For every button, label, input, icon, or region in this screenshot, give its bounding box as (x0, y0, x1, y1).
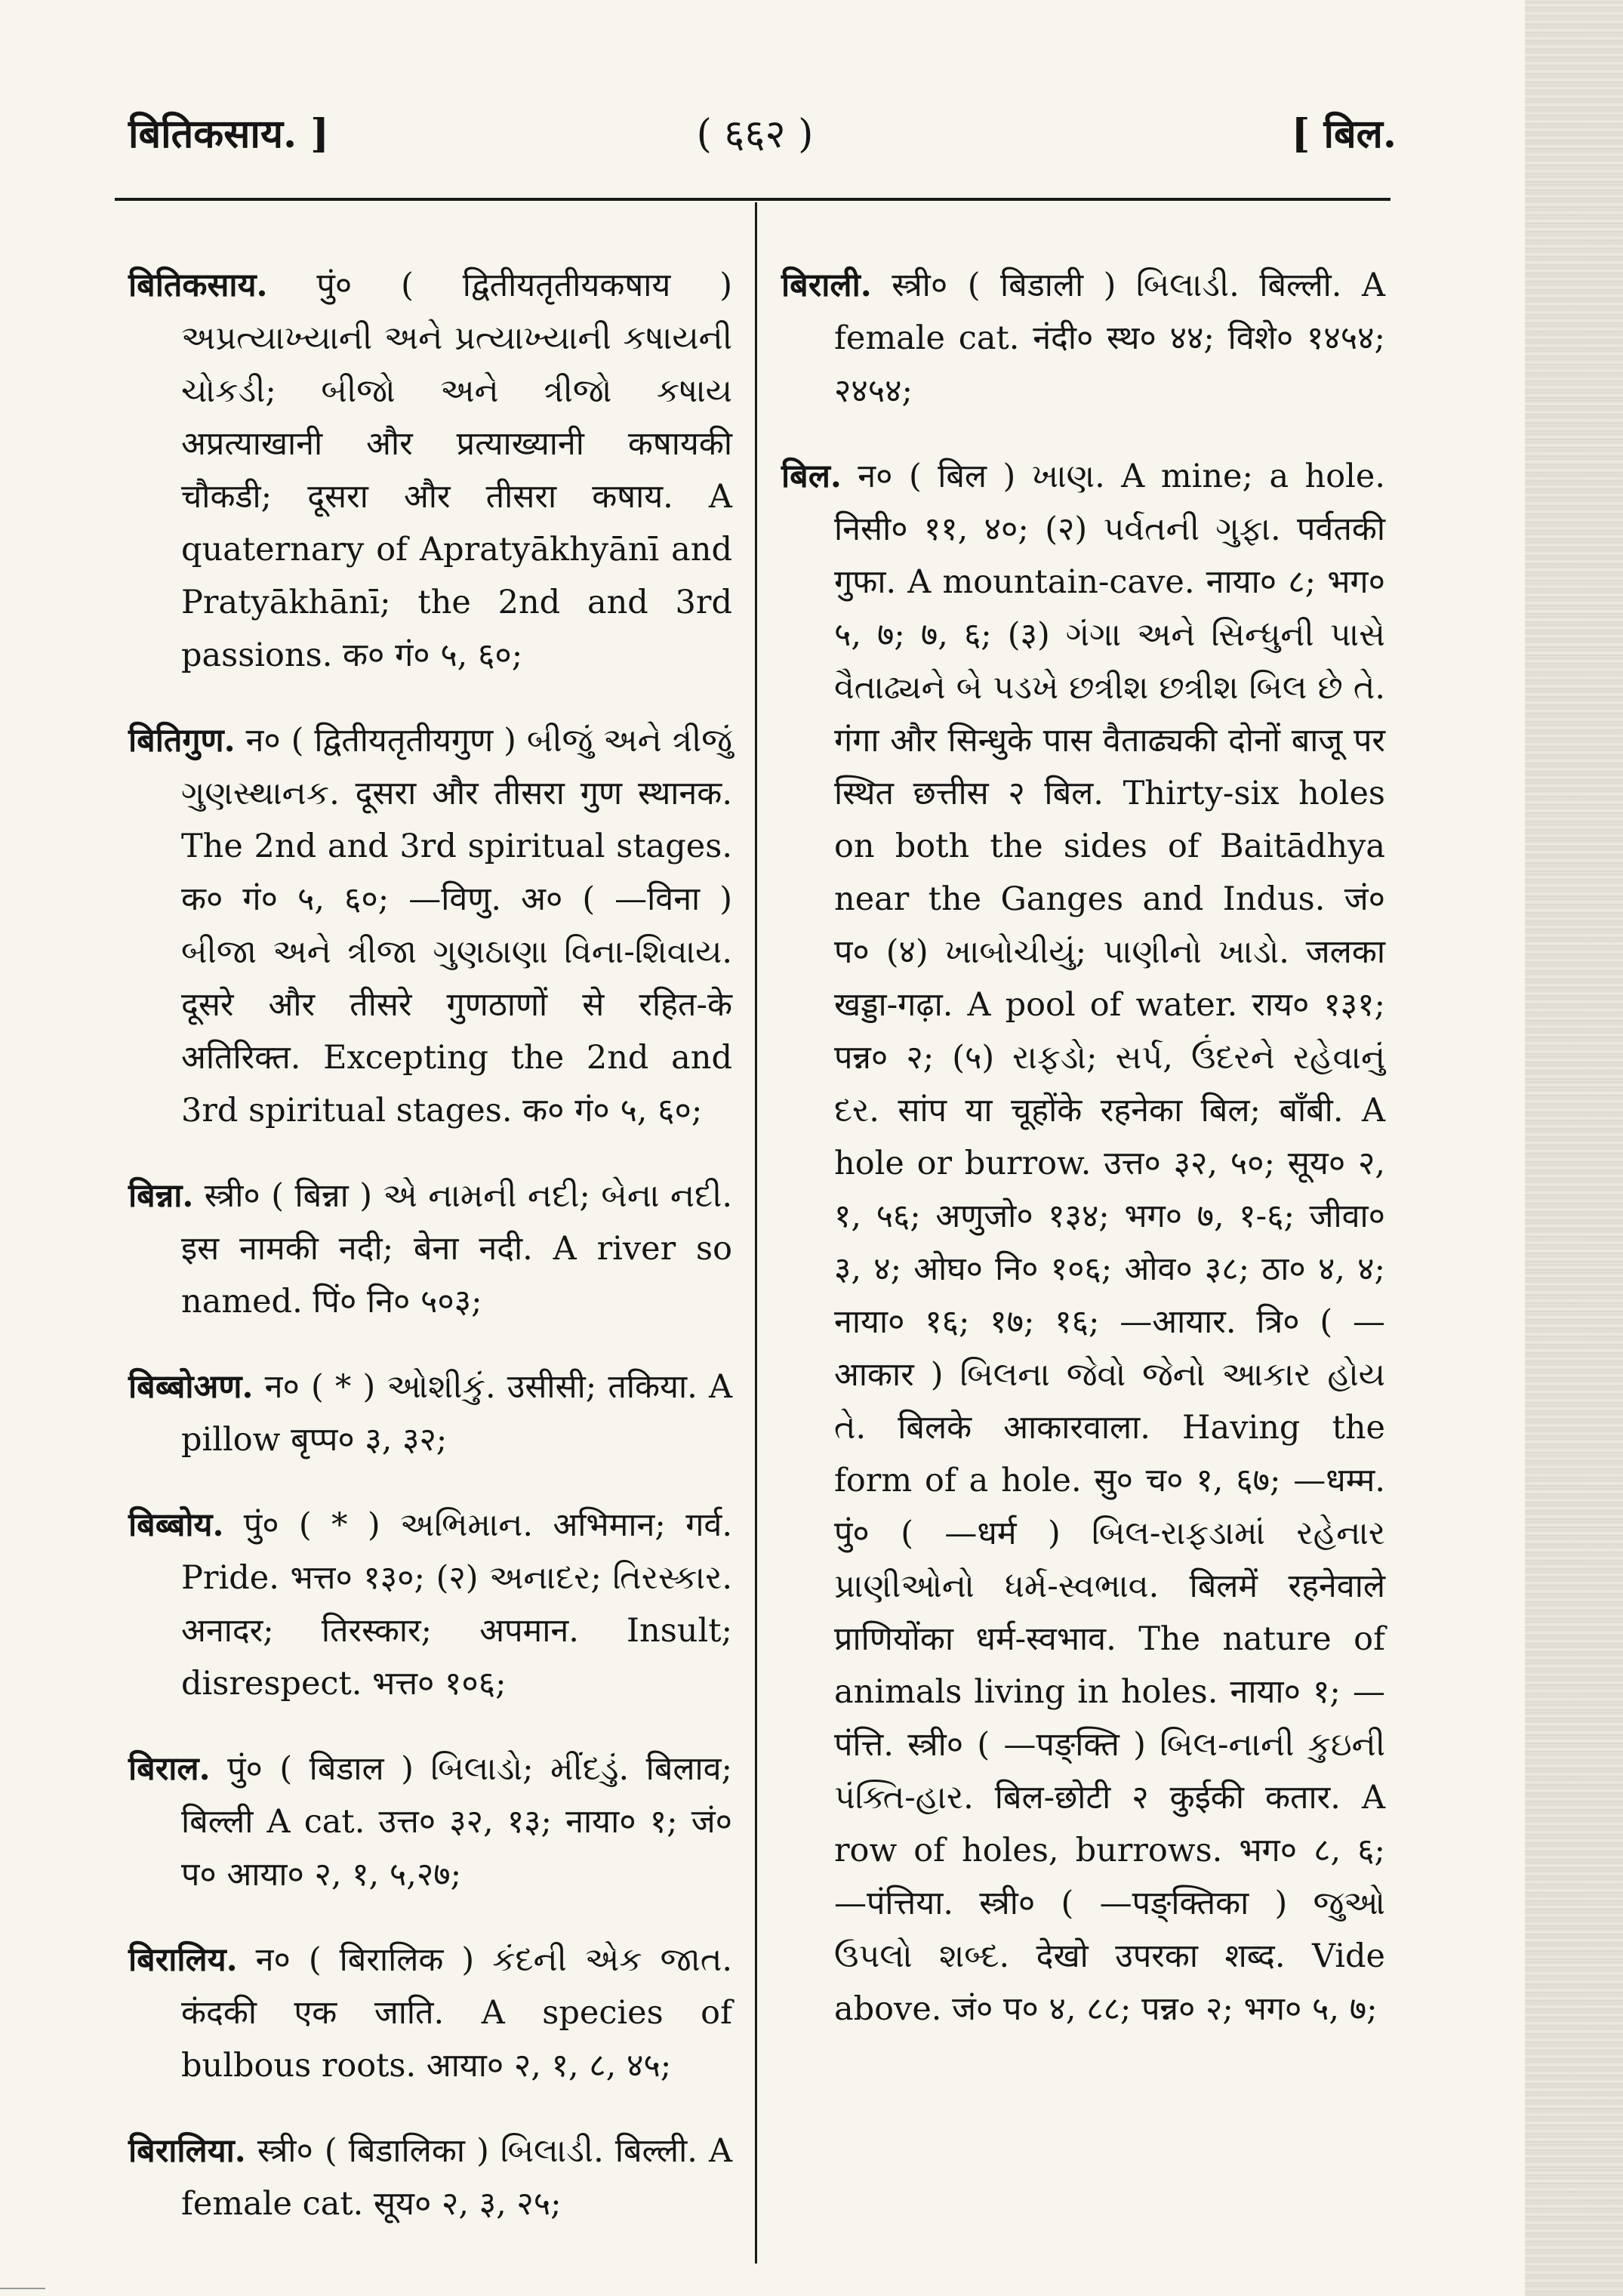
header-right-guideword: [ बिल. (1291, 111, 1397, 157)
dictionary-entry (128, 1743, 732, 1901)
entry-headword: बितिगुण. (128, 722, 236, 760)
entry-body: स्त्री० ( बिडाली ) બિલાડી. बिल्ली. A female cat. नंदी० स्थ० ४४; विशे० १४५४; २४५४; (834, 267, 1385, 410)
dictionary-entry (128, 1499, 732, 1710)
entry-headword: बिब्बोअण. (128, 1368, 254, 1406)
dictionary-entry (128, 1361, 732, 1466)
dictionary-entry (128, 714, 732, 1137)
scan-edge-shadow (1525, 0, 1623, 2296)
entry-headword: बितिकसाय. (128, 267, 268, 304)
header-left-guideword: बितिकसाय. ] (128, 111, 329, 157)
entry-headword: बिराल. (128, 1750, 211, 1788)
entry-headword: बिल. (781, 458, 842, 495)
page-header (113, 106, 1397, 174)
entry-headword: बिरालिया. (128, 2132, 246, 2170)
entry-body: न० ( बिरालिक ) કંદની એક જાત. कंदकी एक जाति. A species of bulbous roots. आया० २, १, ८, ४५; (181, 1941, 732, 2085)
page-number: ( ६६२ ) (696, 112, 814, 157)
entry-body: स्त्री० ( बिडालिका ) બિલાડી. बिल्ली. A female cat. सूय० २, ३, २५; (181, 2132, 733, 2223)
entry-headword: बिब्बोय. (128, 1506, 224, 1544)
entry-body: स्त्री० ( बिन्ना ) એ નામની નદી; બેના નદી. इस नामकी नदी; बेना नदी. A river so named. पिं० नि० ५०३; (181, 1177, 732, 1321)
dictionary-entry (128, 2125, 732, 2230)
entry-body: न० ( द्वितीयतृतीयगुण ) બીજું અને ત્રીજું ગુણસ્થાનક. दूसरा और तीसरा गुण स्थानक. The 2nd and 3rd spiritual stages. क० गं० ५, ६०; —विणु. अ० ( —विना ) બીજા અને ત્રીજા ગુણઠાણા વિના-શિવાય. दूसरे और तीसरे गुणठाणों से रहित-के अतिरिक्त. Excepting the 2nd and 3rd spiritual stages. क० गं० ५, ६०; (181, 722, 732, 1130)
entry-body: पुं० ( द्वितीयतृतीयकषाय ) અપ્રત્યાખ્યાની અને પ્રત્યાખ્યાની કષાયની ચોકડી; બીજો અને ત્રીજો કષાય अप्रत्याखानी और प्रत्याख्यानी कषायकी चौकडी; दूसरा और तीसरा कषाय. A quaternary of Apratyākhyānī and Pratyākhānī; the 2nd and 3rd passions. क० गं० ५, ६०; (181, 267, 732, 674)
dictionary-entry (781, 450, 1385, 2036)
column-divider (755, 202, 757, 2264)
dictionary-entry (128, 259, 732, 682)
entry-body: न० ( बिल ) ખાણ. A mine; a hole. निसी० ११, ४०; (२) પર્વતની ગુફા. पर्वतकी गुफा. A mountain-cave. नाया० ८; भग० ५, ७; ७, ६; (३) ગંગા અને સિન્ધુની પાસે વૈતાઢ્યને બે પડખે છત્રીશ છત્રીશ બિલ છે તે. गंगा और सिन्धुके पास वैताढ्यकी दोनों बाजू पर स्थित छत्तीस २ बिल. Thirty-six holes on both the sides of Baitādhya near the Ganges and Indus. जं० प० (४) ખાબોચીયું; પાણીનો ખાડો. जलका खड्डा-गढ़ा. A pool of water. राय० १३१; पन्न० २; (५) રાફડો; સર્પ, ઉંદરને રહેવાનું દર. सांप या चूहोंके रहनेका बिल; बाँबी. A hole or burrow. उत्त० ३२, ५०; सूय० २, १, ५६; अणुजो० १३४; भग० ७, १-६; जीवा० ३, ४; ओघ० नि० १०६; ओव० ३८; ठा० ४, ४; नाया० १६; १७; १६; —आयार. त्रि० ( —आकार ) બિલના જેવો જેનો આકાર હોય તે. बिलके आकारवाला. Having the form of a hole. सु० च० १, ६७; —धम्म. पुं० ( —धर्म ) બિલ-રાફડામાં રહેનાર પ્રાણીઓનો ધર્મ-સ્વભાવ. बिलमें रहनेवाले प्राणियोंका धर्म-स्वभाव. The nature of animals living in holes. नाया० १; —पंत्ति. स्त्री० ( —पङ्क्ति ) બિલ-નાની કુઇની પંક્તિ-હાર. बिल-छोटी २ कुईकी कतार. A row of holes, burrows. भग० ८, ६; —पंत्तिया. स्त्री० ( —पङ्क्तिका ) જુઓ ઉપલો શબ્દ. देखो उपरका शब्द. Vide above. जं० प० ४, ८८; पन्न० २; भग० ५, ७; (834, 458, 1385, 2028)
entry-headword: बिन्ना. (128, 1177, 194, 1215)
header-rule (115, 198, 1390, 201)
entry-body: पुं० ( बिडाल ) બિલાડો; મીંદડું. बिलाव; बिल्ली A cat. उत्त० ३२, १३; नाया० १; जं० प० आया० २, १, ५,२७; (181, 1750, 733, 1894)
dictionary-entry (128, 1170, 732, 1328)
dictionary-entry (128, 1934, 732, 2092)
right-column (781, 227, 1385, 2046)
left-column (128, 227, 732, 2241)
entry-body: पुं० ( * ) અભિમાન. अभिमान; गर्व. Pride. भत्त० १३०; (२) અનાદર; તિરસ્કાર. अनादर; तिरस्कार; अपमान. Insult; disrespect. भत्त० १०६; (181, 1506, 733, 1703)
entry-body: न० ( * ) ઓશીકું. उसीसी; तकिया. A pillow बृप्प० ३, ३२; (181, 1368, 733, 1459)
scan-bottom-mark (0, 2288, 45, 2289)
dictionary-entry (781, 259, 1385, 418)
entry-headword: बिरालिय. (128, 1941, 238, 1979)
entry-headword: बिराली. (781, 267, 872, 304)
